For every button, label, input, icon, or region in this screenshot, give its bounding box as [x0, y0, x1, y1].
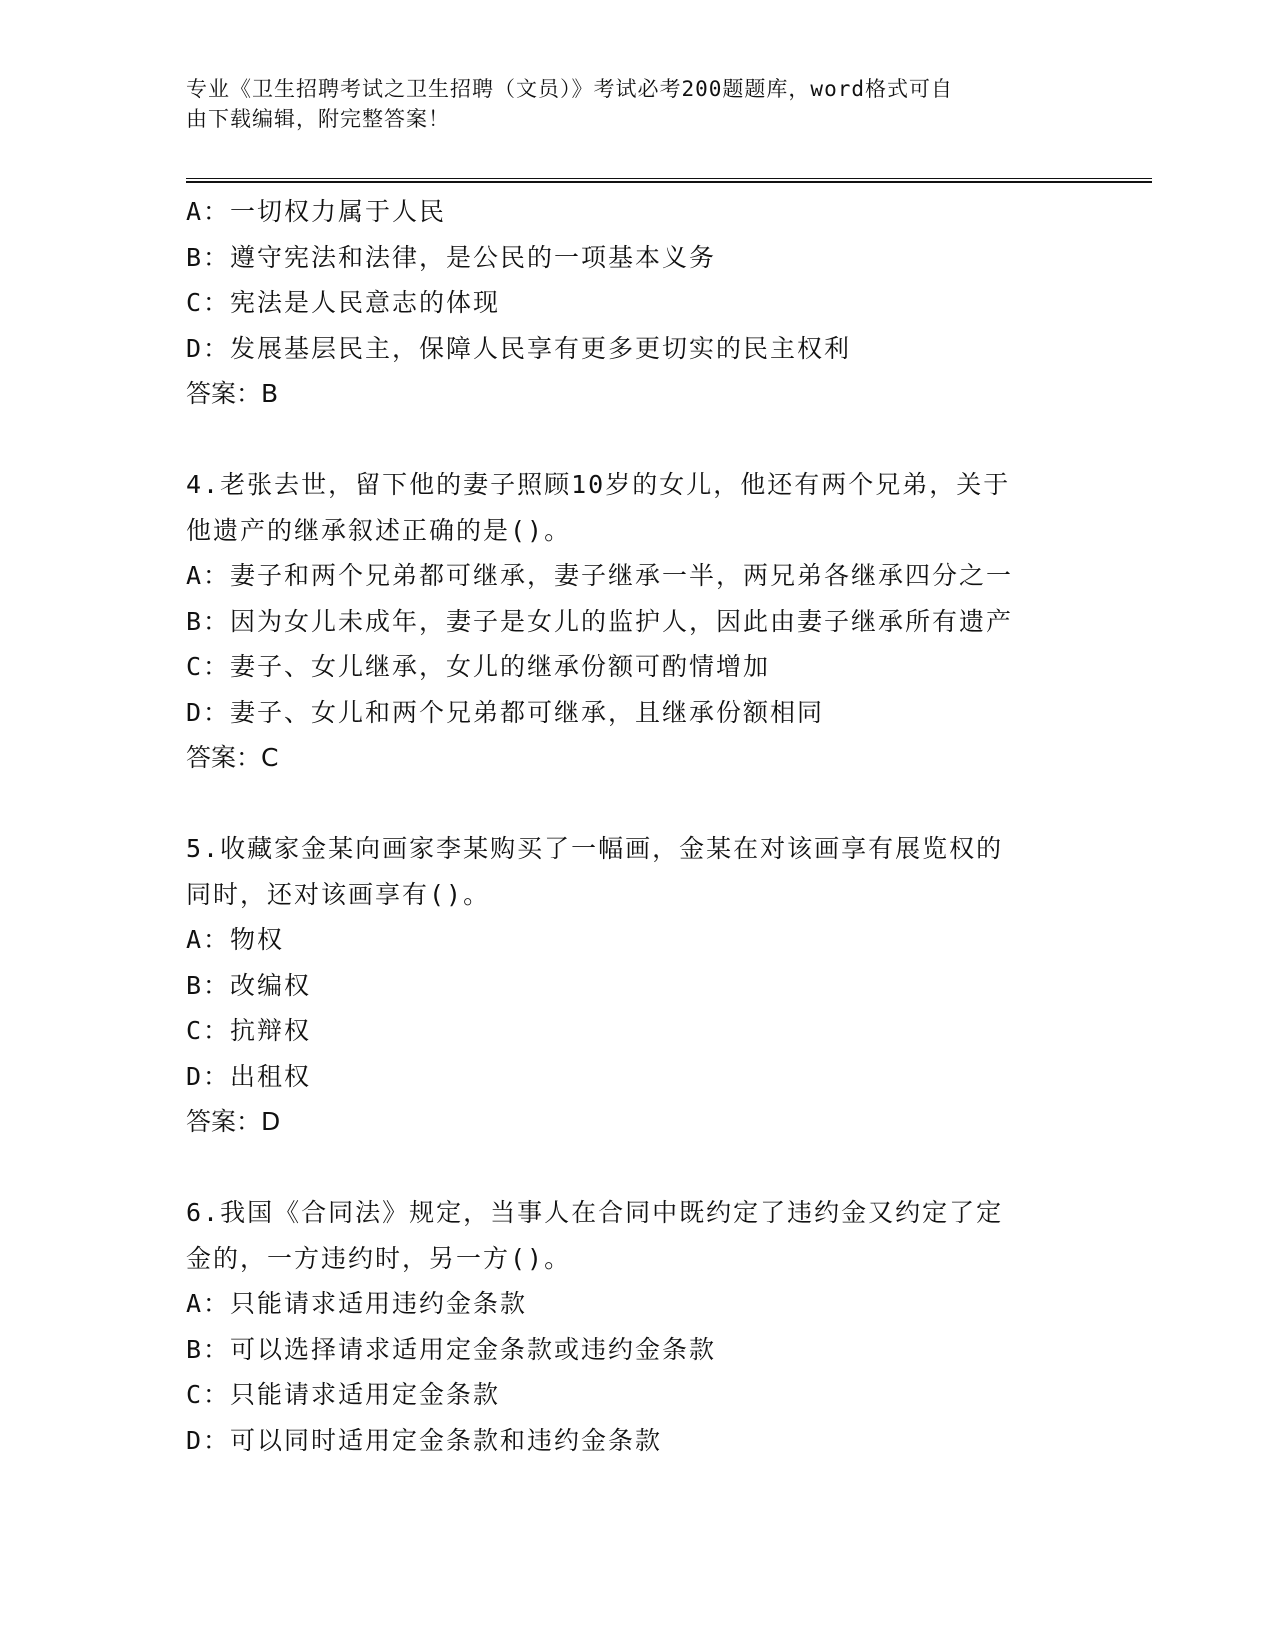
header-divider-thick	[186, 181, 1152, 183]
option-a: A：物权	[186, 925, 285, 954]
option-a: A：一切权力属于人民	[186, 197, 447, 226]
option-d: D：发展基层民主，保障人民享有更多更切实的民主权利	[186, 333, 852, 363]
question-stem-line-2: 他遗产的继承叙述正确的是()。	[186, 515, 572, 545]
answer: 答案：B	[186, 379, 279, 408]
question-stem-line-1: 5.收藏家金某向画家李某购买了一幅画，金某在对该画享有展览权的	[186, 834, 1004, 863]
question-4	[186, 462, 1086, 781]
header-line-2: 由下载编辑，附完整答案！	[186, 107, 450, 131]
option-c: C：妻子、女儿继承，女儿的继承份额可酌情增加	[186, 652, 771, 681]
option-b: B：改编权	[186, 970, 312, 1000]
option-c: C：宪法是人民意志的体现	[186, 288, 501, 317]
question-stem-line-2: 同时，还对该画享有()。	[186, 879, 491, 909]
question-stem-line-1: 6.我国《合同法》规定，当事人在合同中既约定了违约金又约定了定	[186, 1198, 1004, 1227]
option-a: A：只能请求适用违约金条款	[186, 1289, 528, 1318]
question-list	[186, 189, 1086, 1463]
option-c: C：只能请求适用定金条款	[186, 1380, 501, 1409]
question-stem-line-2: 金的，一方违约时，另一方()。	[186, 1243, 572, 1273]
spacer	[186, 1145, 1086, 1191]
spacer	[186, 781, 1086, 827]
option-d: D：可以同时适用定金条款和违约金条款	[186, 1425, 663, 1455]
option-d: D：出租权	[186, 1061, 312, 1091]
document-header	[186, 74, 1076, 134]
spacer	[186, 417, 1086, 463]
option-c: C：抗辩权	[186, 1016, 312, 1045]
option-a: A：妻子和两个兄弟都可继承，妻子继承一半，两兄弟各继承四分之一	[186, 561, 1014, 590]
question-3	[186, 189, 1086, 417]
answer: 答案：C	[186, 743, 279, 772]
option-b: B：遵守宪法和法律，是公民的一项基本义务	[186, 242, 717, 272]
question-stem-line-1: 4.老张去世，留下他的妻子照顾10岁的女儿，他还有两个兄弟，关于	[186, 470, 1011, 499]
option-d: D：妻子、女儿和两个兄弟都可继承，且继承份额相同	[186, 697, 825, 727]
question-5	[186, 826, 1086, 1145]
option-b: B：可以选择请求适用定金条款或违约金条款	[186, 1334, 717, 1364]
option-b: B：因为女儿未成年，妻子是女儿的监护人，因此由妻子继承所有遗产	[186, 606, 1014, 636]
question-6	[186, 1190, 1086, 1463]
header-line-1: 专业《卫生招聘考试之卫生招聘（文员）》考试必考200题题库，word格式可自	[186, 77, 953, 101]
answer: 答案：D	[186, 1107, 281, 1136]
header-divider-thin	[186, 178, 1152, 179]
